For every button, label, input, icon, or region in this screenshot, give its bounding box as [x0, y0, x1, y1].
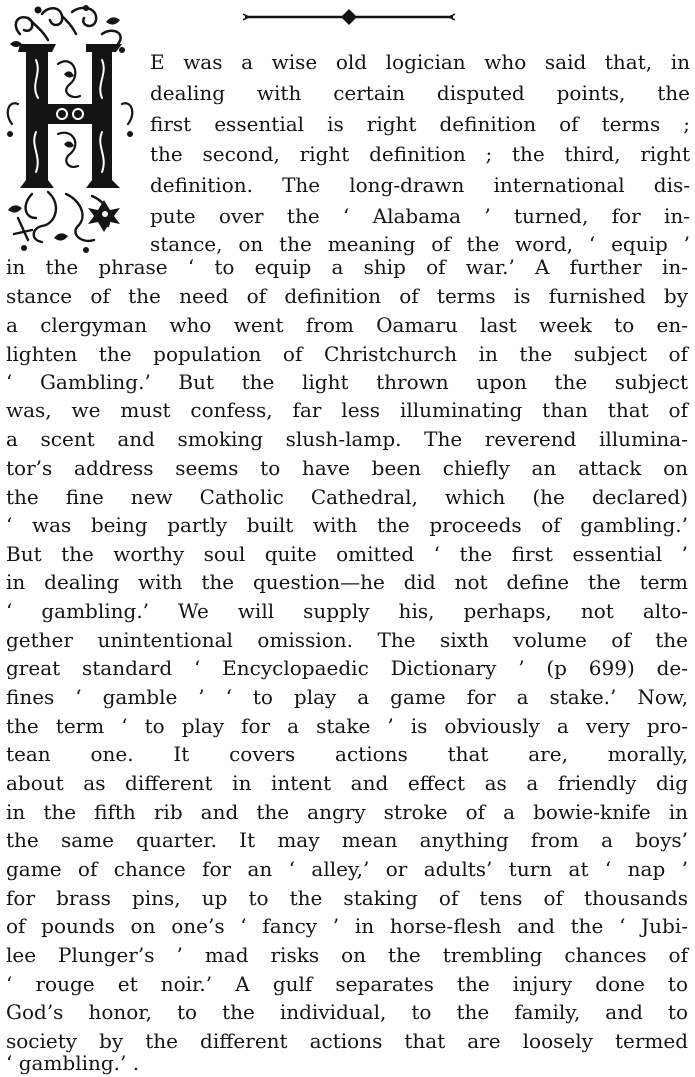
- article-line: about as different in intent and effect as a friendly dig: [6, 771, 688, 795]
- article-line: ‘ Gambling.’ But the light thrown upon the subject: [6, 370, 688, 394]
- article-line: the second, right definition ; the third, right: [150, 142, 690, 166]
- article-line: in the fifth rib and the angry stroke of a bowie-knife in: [6, 800, 688, 824]
- article-line: ‘ was being partly built with the proceeds of gambling.’: [6, 513, 688, 537]
- article-line: of pounds on one’s ‘ fancy ’ in horse-flesh and the ‘ Jubi-: [6, 914, 688, 938]
- article-line: God’s honor, to the individual, to the family, and to: [6, 1000, 688, 1024]
- article-line: society by the different actions that are loosely termed: [6, 1029, 688, 1053]
- drop-cap-h-ornament: [2, 4, 138, 254]
- article-line: the fine new Catholic Cathedral, which (he declared): [6, 485, 688, 509]
- article-line: stance, on the meaning of the word, ‘ equip ’: [150, 232, 690, 256]
- article-line: tean one. It covers actions that are, morally,: [6, 742, 688, 766]
- article-line: ‘ gambling.’ We will supply his, perhaps, not alto-: [6, 599, 688, 623]
- article-line: a clergyman who went from Oamaru last week to en-: [6, 313, 688, 337]
- article-line: the term ‘ to play for a stake ’ is obviously a very pro-: [6, 714, 688, 738]
- article-line: fines ‘ gamble ’ ‘ to play a game for a stake.’ Now,: [6, 685, 688, 709]
- article-line: first essential is right definition of terms ;: [150, 112, 690, 136]
- article-line: game of chance for an ‘ alley,’ or adults’ turn at ‘ nap ’: [6, 857, 688, 881]
- article-line: lee Plunger’s ’ mad risks on the trembling chances of: [6, 943, 688, 967]
- article-line: definition. The long-drawn international dis-: [150, 173, 690, 197]
- article-line: the same quarter. It may mean anything from a boys’: [6, 828, 688, 852]
- article-line: dealing with certain disputed points, the: [150, 81, 690, 105]
- article-line: pute over the ‘ Alabama ’ turned, for in-: [150, 204, 690, 228]
- article-line: ‘ rouge et noir.’ A gulf separates the injury done to: [6, 972, 688, 996]
- article-line: tor’s address seems to have been chiefly an attack on: [6, 456, 688, 480]
- article-line: for brass pins, up to the staking of tens of thousands: [6, 886, 688, 910]
- article-line: in the phrase ‘ to equip a ship of war.’ A further in-: [6, 255, 688, 279]
- article-line: was, we must confess, far less illuminating than that of: [6, 398, 688, 422]
- article-line: a scent and smoking slush-lamp. The reverend illumina-: [6, 427, 688, 451]
- article-line: gether unintentional omission. The sixth volume of the: [6, 628, 688, 652]
- article-line: E was a wise old logician who said that, in: [150, 50, 690, 74]
- article-line: in dealing with the question—he did not define the term: [6, 570, 688, 594]
- header-ornament-rule: [243, 6, 455, 28]
- article-line: lighten the population of Christchurch in the subject of: [6, 342, 688, 366]
- article-line: But the worthy soul quite omitted ‘ the first essential ’: [6, 542, 688, 566]
- article-line: ‘ gambling.’ .: [6, 1051, 140, 1075]
- article-line: great standard ‘ Encyclopaedic Dictionary ’ (p 699) de-: [6, 656, 688, 680]
- article-line: stance of the need of definition of terms is furnished by: [6, 284, 688, 308]
